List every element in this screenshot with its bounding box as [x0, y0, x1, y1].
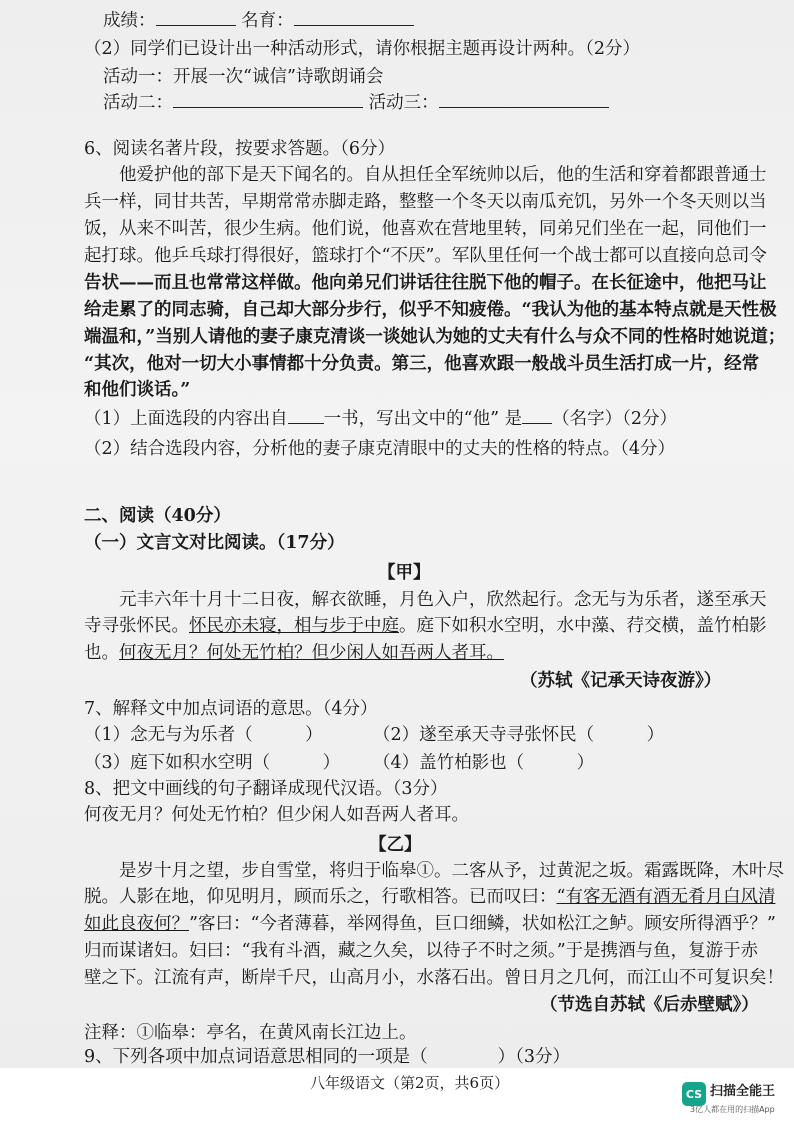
passage-yi-line: 壁之下。江流有声，断岸千尺，山高月小，水落石出。曾日月之几何，而江山不可复识矣！ [84, 968, 784, 988]
scanner-tagline: 3亿人都在用的扫描App [690, 1105, 775, 1114]
activity-three-blank [439, 92, 609, 108]
underlined-sentence: 怀民亦未寝，相与步于中庭 [189, 616, 399, 636]
camscanner-logo-icon: CS [682, 1082, 706, 1106]
q7-item: （2）遂至承天寺寻张怀民（ ） [373, 725, 665, 745]
passage-jia-line: 寺寻张怀民。怀民亦未寝，相与步于中庭。庭下如积水空明，水中藻、荇交横，盖竹柏影 [84, 616, 767, 636]
q6-sub1: （1）上面选段的内容出自 一书，写出文中的“他” 是 （名字）（2分） [84, 409, 677, 429]
q6-passage-line: 端温和，”当别人请他的妻子康克清谈一谈她认为她的丈夫有什么与众不同的性格时她说道； [84, 327, 786, 347]
q7-title: 7、解释文中加点词语的意思。（4分） [84, 699, 378, 719]
underlined-sentence: 何夜无月？何处无竹柏？但少闲人如吾两人者耳。 [119, 643, 504, 663]
page-footer-area [0, 1068, 794, 1124]
q6-title: 6、阅读名著片段，按要求答题。（6分） [84, 139, 396, 159]
q6-passage-line: “其次，他对一切大小事情都十分负责。第三，他喜欢跟一般战斗员生活打成一片，经常 [84, 354, 760, 374]
q6-passage-line: 和他们谈话。” [84, 380, 191, 400]
q6-passage-line: 告状——而且也常常这样做。他向弟兄们讲话往往脱下他的帽子。在长征途中，他把马让 [84, 273, 767, 293]
passage-jia-line: 元丰六年十月十二日夜，解衣欲睡，月色入户，欣然起行。念无与为乐者，遂至承天 [119, 590, 767, 610]
q9-title: 9、下列各项中加点词语意思相同的一项是（ ）（3分） [84, 1047, 571, 1067]
activity-two-three-line [103, 92, 609, 114]
name-blank [294, 10, 414, 26]
passage-jia-source: （苏轼《记承天诗夜游》） [520, 671, 722, 691]
section-two-title: 二、阅读（40分） [84, 506, 231, 526]
activity-two-blank [173, 92, 363, 108]
passage-jia-tag: 【甲】 [378, 563, 431, 583]
scanner-app-name: 扫描全能王 [710, 1084, 776, 1099]
passage-yi-source: （节选自苏轼《后赤壁赋》） [540, 995, 759, 1015]
passage-yi-line: 归而谋诸妇。妇曰：“我有斗酒，藏之久矣，以待子不时之须。”于是携酒与鱼，复游于赤 [84, 941, 759, 961]
passage-yi-line: 脱。人影在地，仰见明月，顾而乐之，行歌相答。已而叹曰：“有客无酒有酒无肴月白风清 [84, 887, 776, 907]
passage-yi-tag: 【乙】 [369, 835, 422, 855]
underlined-sentence: “有客无酒有酒无肴月白风清 [556, 887, 776, 907]
activity-two-label: 活动二： [103, 93, 173, 113]
passage-yi-line: 如此良夜何？”客曰：“今者薄暮，举网得鱼，巨口细鳞，状如松江之鲈。顾安所得酒乎？” [84, 914, 776, 934]
q6-sub2: （2）结合选段内容，分析他的妻子康克清眼中的丈夫的性格的特点。（4分） [84, 439, 676, 459]
person-blank [522, 408, 552, 424]
q7-item: （1）念无与为乐者（ ） [84, 725, 323, 745]
passage-jia-line: 也。何夜无月？何处无竹柏？但少闲人如吾两人者耳。 [84, 643, 504, 663]
q6-passage-line: 兵一样，同甘共苦，早期常常赤脚走路，整整一个冬天以南瓜充饥，另外一个冬天则以当 [84, 192, 767, 212]
q7-item: （3）庭下如积水空明（ ） [84, 753, 341, 773]
q8-title: 8、把文中画线的句子翻译成现代汉语。（3分） [84, 779, 448, 799]
activity-one: 活动一：开展一次“诚信”诗歌朗诵会 [103, 67, 384, 87]
q5-sub2: （2）同学们已设计出一种活动形式，请你根据主题再设计两种。（2分） [84, 39, 641, 59]
annotation-note: 注释：①临皋：亭名，在黄风南长江边上。 [84, 1023, 417, 1043]
q6-passage-line: 他爱护他的部下是天下闻名的。自从担任全军统帅以后，他的生活和穿着都跟普通士 [119, 165, 767, 185]
score-label: 成绩： [103, 11, 156, 31]
underlined-sentence: 如此良夜何？ [84, 914, 189, 934]
activity-three-label: 活动三： [368, 93, 439, 113]
q6-passage-line: 饭，从来不叫苦，很少生病。他们说，他喜欢在营地里转，同弟兄们坐在一起，同他们一 [84, 219, 767, 239]
score-name-line [103, 10, 414, 32]
page-number: 八年级语文（第2页，共6页） [310, 1074, 510, 1092]
part-one-title: （一）文言文对比阅读。（17分） [84, 533, 345, 553]
q6-passage-line: 给走累了的同志骑，自己却大部分步行，似乎不知疲倦。“我认为他的基本特点就是天性极 [84, 300, 777, 320]
passage-yi-line: 是岁十月之望，步自雪堂，将归于临皋①。二客从予，过黄泥之坂。霜露既降，木叶尽 [119, 861, 784, 881]
q7-item: （4）盖竹柏影也（ ） [373, 753, 595, 773]
name-label: 名育： [241, 11, 294, 31]
book-blank [288, 408, 324, 424]
q8-sentence: 何夜无月？何处无竹柏？但少闲人如吾两人者耳。 [84, 805, 469, 825]
q6-passage-line: 起打球。他乒乓球打得很好，篮球打个“不厌”。军队里任何一个战士都可以直接向总司令 [84, 246, 767, 266]
score-blank [156, 10, 236, 26]
